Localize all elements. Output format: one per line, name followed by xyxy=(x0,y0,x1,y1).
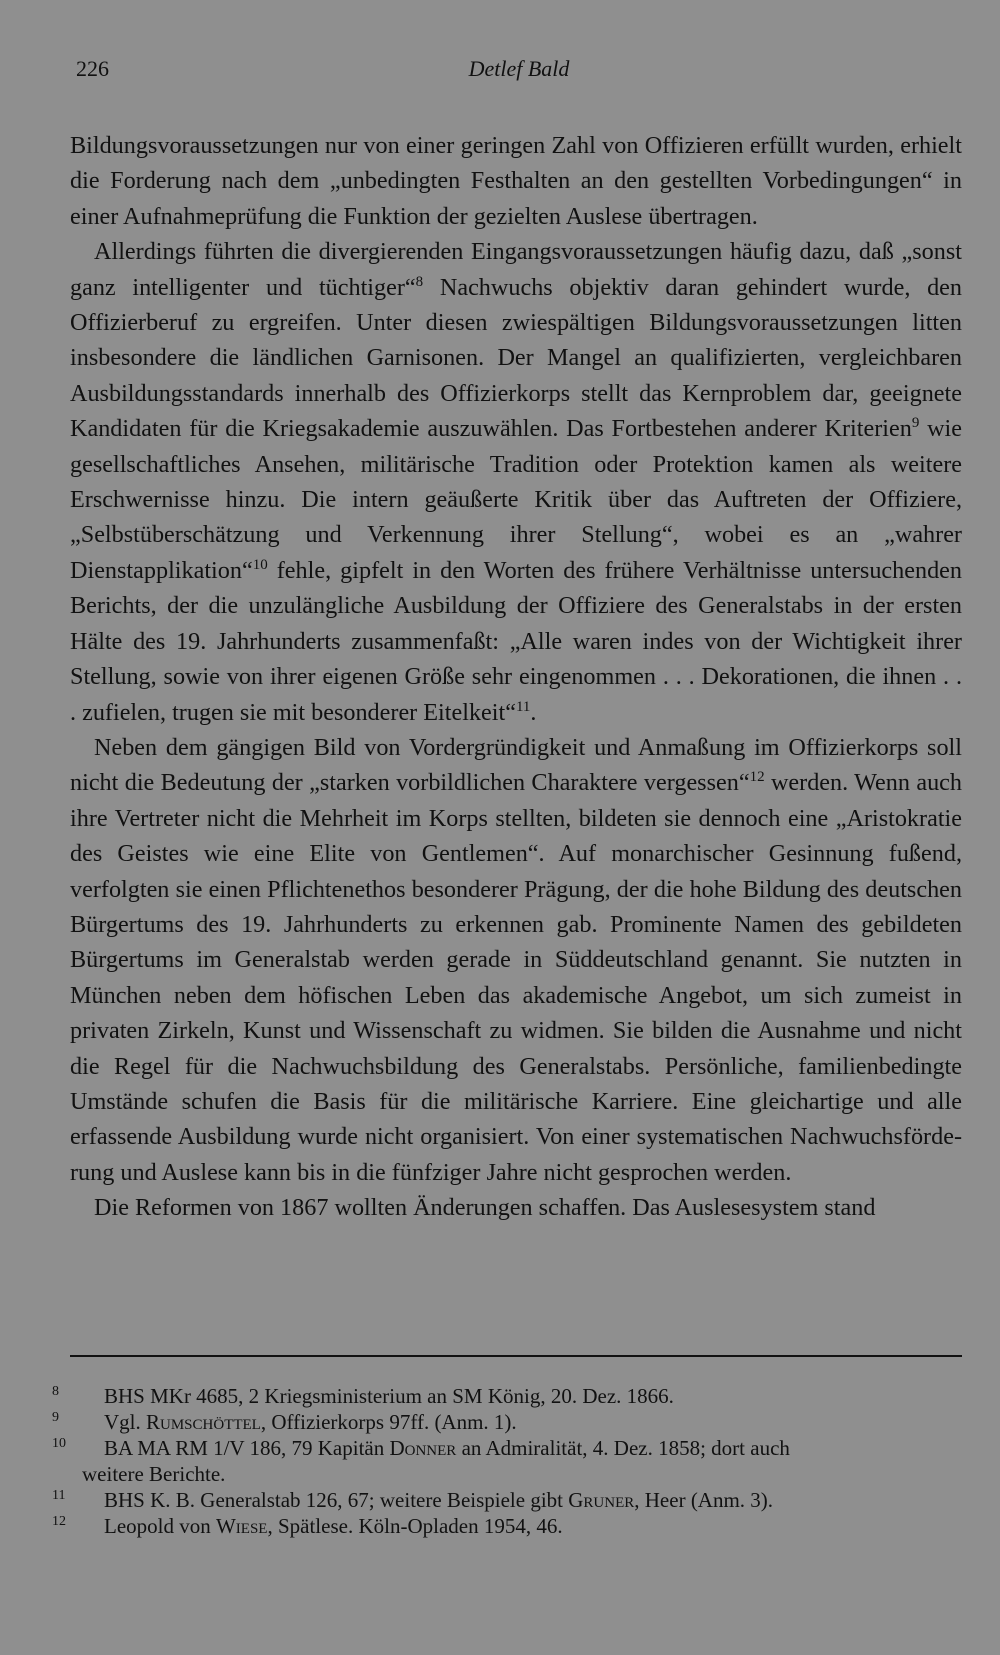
footnote-10 xyxy=(52,1435,962,1461)
footnote-10-continued xyxy=(70,1461,962,1487)
footnote-ref-8: 8 xyxy=(415,273,424,290)
text-run: Die Reformen von 1867 wollten Änderungen schaffen. Das Auslesesystem stand xyxy=(94,1194,876,1222)
footnote-rule xyxy=(70,1355,962,1357)
footnote-author: Rumschöttel xyxy=(146,1410,261,1434)
text-run: wie gesellschaftliches Ansehen, militärische Tradition oder Protektion kamen als weitere Erschwernisse hinzu. Die intern geäußerte Kritik über das Auftreten der Offiziere, „Selbstüberschätzung und Verkennung ihrer Stellung“, wobei es an „wahrer Dienstapplikation“ xyxy=(70,415,962,584)
footnote-ref-10: 10 xyxy=(252,556,268,573)
footnote-text: weitere Berichte. xyxy=(82,1462,226,1486)
page-header xyxy=(76,56,962,92)
body-text xyxy=(70,128,962,1226)
footnote-text: BHS K. B. Generalstab 126, 67; weitere Beispiele gibt xyxy=(104,1488,569,1512)
footnote-11 xyxy=(52,1487,962,1513)
footnote-ref-12: 12 xyxy=(749,769,765,786)
running-head: Detlef Bald xyxy=(468,56,570,81)
footnote-text: BHS MKr 4685, 2 Kriegsministerium an SM König, 20. Dez. 1866. xyxy=(104,1384,674,1408)
footnote-number: 11 xyxy=(52,1488,66,1503)
text-run: Nachwuchs objektiv daran gehindert wurde, den Offizierberuf zu ergreifen. Unter diesen zwiespältigen Bildungsvoraussetzungen litten insbesondere die ländlichen Garnisonen. Der Mangel an qualifizierten, vergleichbaren Ausbildungsstandards innerhalb des Offizierkorps stellt das Kernproblem dar, geeignete Kandidaten für die Kriegsakademie auszuwählen. Das Fortbestehen anderer Kriterien xyxy=(70,273,963,443)
footnote-ref-11: 11 xyxy=(515,698,531,715)
paragraph-2 xyxy=(70,234,962,730)
text-run: Allerdings führten die divergierenden Eingangsvoraussetzungen häufig dazu, daß „sonst ganz intelligenter und tüchtiger“ xyxy=(70,238,962,301)
footnote-number: 8 xyxy=(52,1384,59,1399)
footnote-ref-9: 9 xyxy=(911,415,920,432)
footnote-author: Gruner xyxy=(568,1488,635,1512)
page-number: 226 xyxy=(76,56,109,81)
paragraph-1 xyxy=(70,128,962,234)
text-run: werden. Wenn auch ihre Vertreter nicht die Mehrheit im Korps stellten, bildeten sie dennoch eine „Aristokratie des Geistes wie eine Elite von Gentlemen“. Auf monarchischer Gesinnung fußend, verfolgten sie einen Pflichtenethos besonderer Prägung, der die hohe Bildung des deutschen Bürgertums des 19. Jahrhunderts zu erkennen gab. Prominente Namen des gebildeten Bürgertums im Generalstab werden gerade in Süddeutschland genannt. Sie nutzten in München neben dem höfischen Leben das akademische Angebot, um sich zumeist in privaten Zirkeln, Kunst und Wissenschaft zu widmen. Sie bilden die Ausnahme und nicht die Regel für die Nachwuchsbildung des Generalstabs. Persönliche, familienbedingte Umstände schufen die Basis für die militärische Karriere. Eine gleichartige und alle erfassende Ausbildung wurde nicht organisiert. Von einer systematischen Nachwuchsförderung und Auslese kann bis in die fünfziger Jahre nicht gesprochen werden. xyxy=(70,769,962,1186)
paragraph-3 xyxy=(70,730,962,1190)
footnote-text: BA MA RM 1/V 186, 79 Kapitän xyxy=(104,1436,390,1460)
text-run: fehle, gipfelt in den Worten des frühere Verhältnisse untersuchenden Berichts, der die unzulängliche Ausbildung der Offiziere des Generalstabs in der ersten Hälte des 19. Jahrhunderts zusammenfaßt: „Alle waren indes von der Wichtigkeit ihrer Stellung, sowie von ihrer eigenen Größe sehr eingenommen . . . Dekorationen, die ihnen . . . zufielen, trugen sie mit besonderer Eitelkeit“ xyxy=(70,556,962,726)
paragraph-4 xyxy=(70,1190,962,1225)
footnote-author: Wiese xyxy=(215,1514,268,1538)
footnote-text: , Offizierkorps 97ff. (Anm. 1). xyxy=(260,1410,517,1434)
footnote-text: Leopold von xyxy=(104,1514,216,1538)
footnote-text: , Spätlese. Köln-Opladen 1954, 46. xyxy=(267,1514,563,1538)
text-run: Neben dem gängigen Bild von Vordergründigkeit und Anmaßung im Offizierkorps soll nicht die Bedeutung der „starken vorbildlichen Charaktere vergessen“ xyxy=(70,733,962,797)
text-run: Bildungsvoraussetzungen nur von einer geringen Zahl von Offizieren erfüllt wurden, erhielt die Forderung nach dem „unbedingten Festhalten an den gestellten Vorbedingungen“ in einer Aufnahmeprüfung die Funktion der gezielten Auslese übertragen. xyxy=(70,132,962,230)
footnote-author: Donner xyxy=(389,1436,457,1460)
footnote-number: 12 xyxy=(52,1514,66,1529)
footnote-text: , Heer (Anm. 3). xyxy=(634,1488,774,1512)
footnotes xyxy=(52,1383,962,1539)
text-run: . xyxy=(530,698,537,726)
footnote-text: an Admiralität, 4. Dez. 1858; dort auch xyxy=(456,1436,790,1460)
footnote-9 xyxy=(52,1409,962,1435)
footnote-12 xyxy=(52,1513,962,1539)
footnote-number: 9 xyxy=(52,1410,59,1425)
footnote-8 xyxy=(52,1383,962,1409)
footnote-number: 10 xyxy=(52,1436,66,1451)
footnote-text: Vgl. xyxy=(104,1410,146,1434)
